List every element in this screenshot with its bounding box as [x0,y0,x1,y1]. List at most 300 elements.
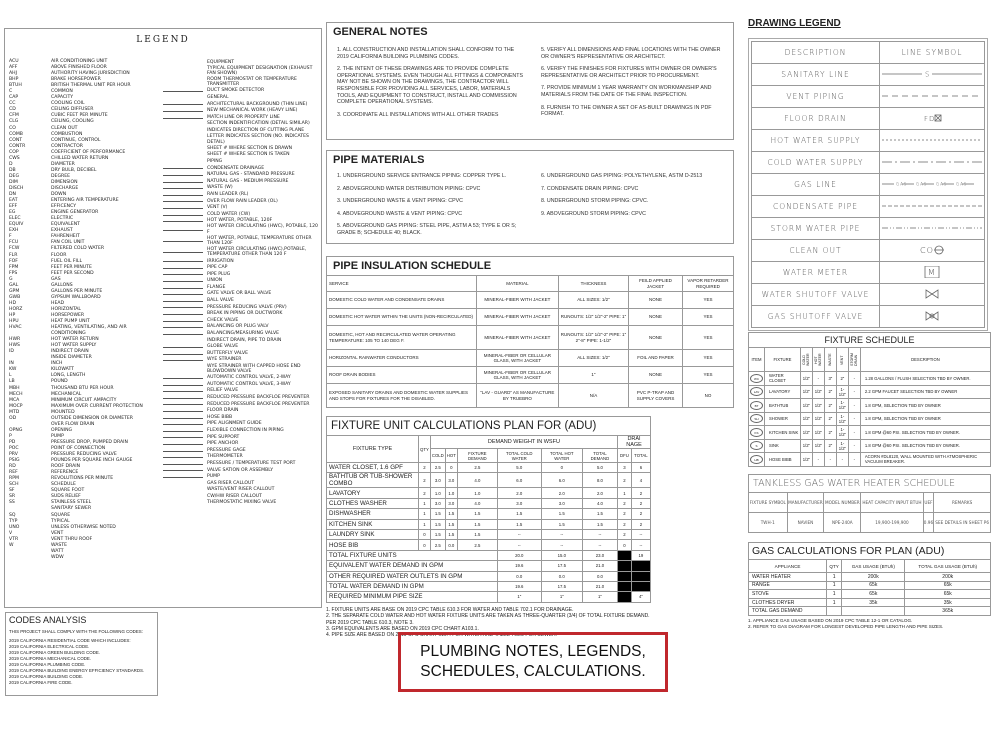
symbol-row [161,487,321,494]
blank-cell [618,550,632,560]
symbol-description: HOT WATER, POTABLE, TEMPERATURE OTHER THAN 120F [207,235,312,247]
symbol-row [161,344,321,351]
footnote: 4. PIPE SIZE ARE BASED ON 2019 CPC CHART 610.4 FOR WATER AND TABLE 703.2 FOR SEWER. [326,632,558,639]
table-cell: - [848,372,860,386]
table-cell: 2 [618,529,632,539]
abbreviation-code: CC [9,101,16,107]
table-cell: 6.0 [541,473,582,488]
symbol-row [161,284,321,291]
m-symbol-icon [880,262,985,284]
codes-title: CODES ANALYSIS [9,615,87,625]
abbreviation-code: COP [9,149,19,155]
symbol-row [161,66,321,77]
pipe-symbol-icon [161,278,207,284]
symbol-description: RELIEF VALVE [207,388,239,394]
symbol-description: HOSE BIBB [207,414,233,420]
table-cell: 1.5 [457,519,497,529]
abbreviation-definition: DRY BULB, DECIBEL [51,167,97,173]
table-cell: 1" [582,592,617,602]
table-cell: NONE [629,292,683,309]
table-cell: 0.96 [923,513,934,533]
symbol-row [161,493,321,500]
table-cell: SINK [765,439,801,453]
table-cell: 1 [618,488,632,498]
pipe-symbol-icon [161,331,207,337]
abbreviation-code: EQUIV [9,222,24,228]
table-cell: STOVE [749,590,827,599]
table-cell: YES [682,350,733,367]
legend-row [752,152,985,174]
symbol-description: RAIN LEADER (RL) [207,191,249,197]
symbol-row [161,205,321,212]
symbol-description: GAS RISER CALLOUT [207,480,255,486]
abbreviation-definition: SANITARY SEWER [51,506,92,512]
legend-row [752,130,985,152]
symbol-description: PUMP [207,474,220,480]
abbreviation-code: OPNG [9,427,23,433]
table-cell: 1.5 [582,519,617,529]
legend-row [752,196,985,218]
abbreviation-definition: SQUARE FOOT [51,488,85,494]
table-cell: KITCHEN SINK [765,426,801,440]
table-cell: 4 [631,473,650,488]
table-cell: 6 [631,463,650,473]
note-item: 7. CONDENSATE DRAIN PIPING: CPVC [541,185,639,192]
fixture-tag-label: WC [750,374,763,383]
abbreviation-definition: MAXIMUM OVER CURRENT PROTECTION [51,403,143,409]
table-cell: -- [631,540,650,550]
abbreviation-definition: PRESSURE DROP, PUMPED DRAIN [51,439,128,445]
svg-text:CO: CO [920,245,934,255]
table-cell: 1.5 [497,509,541,519]
tankless-table [748,492,991,533]
pipe-symbol-icon [161,108,207,114]
symbol-row [161,350,321,357]
symbol-row [161,421,321,428]
table-cell: 2 [631,519,650,529]
fixture-schedule-panel [748,332,991,467]
table-cell: 1.5 [430,529,445,539]
svg-text:GAS: GAS [896,181,908,186]
abbreviation-definition: PRESSURE REDUCING VALVE [51,452,117,458]
table-cell: 19.6 [497,561,541,571]
pipe-symbol-icon [161,434,207,440]
table-row [327,540,651,550]
abbreviation-definition: FILTERED COLD WATER [51,246,105,252]
pipe-symbol-icon [161,487,207,493]
table-cell: ALL SIZES: 1/2" [558,292,628,309]
pipe-symbol-icon [161,454,207,460]
fixture-schedule-table [748,347,991,467]
symbol-row [161,304,321,311]
symbol-description: CONDENSATE DRAINAGE [207,165,265,171]
abbreviation-code: BHP [9,77,19,83]
table-cell: 0 [419,540,431,550]
table-cell: 5.0 [497,463,541,473]
table-cell: 3 [618,463,632,473]
pipe-symbol-icon [161,249,207,255]
abbreviation-definition: INSIDE DIAMETER [51,355,92,361]
total-label: REQUIRED MINIMUM PIPE SIZE [327,592,498,602]
abbreviation-code: HD [9,300,16,306]
symbol-description: TYPICAL EQUIPMENT DESIGNATION (EXHAUST FAN SHOWN) [207,65,313,77]
pipe-symbol-icon [161,415,207,421]
abbreviation-definition: BRITISH THERMAL UNIT PER HOUR [51,83,131,89]
table-cell: 1.0 [430,488,445,498]
fixture-tag-icon [749,399,765,413]
column-header: SERVICE [327,276,477,292]
pipe-symbol-icon [161,441,207,447]
table-cell: 1 [419,519,431,529]
pipe-symbol-icon [161,238,207,244]
table-cell: 1/2" [812,426,824,440]
symbol-row [161,311,321,318]
dashdot-symbol-icon [880,152,985,174]
symbol-description: CW/HW RISER CALLOUT [207,493,262,499]
symbol-row [161,88,321,95]
symbol-row [161,59,321,66]
abbreviation-definition: GYPSUM WALLBOARD [51,294,101,300]
pipe-symbol-icon [161,258,207,264]
demand-header: DEMAND WEIGHT IN WSFU [430,436,617,449]
abbreviation-definition: ENGINE GENERATOR [51,210,99,216]
table-row [749,426,991,440]
abbreviation-code: DN [9,192,16,198]
table-cell: 1/2" [800,439,812,453]
column-header: TOTAL GAS USAGE (BTUh) [905,560,991,573]
column-header: FIXTURE [765,348,801,372]
table-cell: 1.0 [445,488,457,498]
abbreviation-definition: CEILING DIFFUSER [51,107,94,113]
column-header: MANUFACTURER [787,493,824,513]
code-item: 2019 CALIFORNIA ELECTRICAL CODE. [9,644,90,649]
table-cell: 365k [905,607,991,616]
fixture-name: LAUNDRY SINK [327,529,419,539]
abbreviation-definition: VENT THRU ROOF [51,536,93,542]
legend-row [752,262,985,284]
table-cell: 3.0 [497,498,541,508]
legend-description: GAS LINE [752,174,880,196]
abbreviation-code: CONTR [9,143,26,149]
pipe-symbol-icon [161,324,207,330]
symbol-row [161,357,321,364]
table-cell: NONE [629,309,683,326]
svg-text:FD: FD [924,114,936,123]
column-header: VAPOR RETARDER REQUIRED [682,276,733,292]
table-cell: 3" [824,372,836,386]
abbreviation-definition: DIAMETER [51,161,75,167]
note-item: 5. VERIFY ALL DIMENSIONS AND FINAL LOCATIONS WITH THE OWNER OR OWNER'S REPRESENTATIVE OR ARCHITECT. [541,47,721,60]
abbreviation-definition: EFFICENCY [51,204,77,210]
abbreviation-definition: EQUIVALENT [51,222,80,228]
symbol-description: WASTE/VENT RISER CALLOUT [207,487,275,493]
abbreviation-definition: TYPICAL [51,518,70,524]
symbol-row [161,427,321,434]
table-row [749,439,991,453]
header-row [327,436,651,449]
pipe-symbol-icon [161,185,207,191]
footnote: 1. FIXTURE UNITS ARE BASE ON 2019 CPC TABLE 610.3 FOR WATER AND TABLE 702.1 FOR DRAINAGE. [326,606,574,613]
fixture-name: BATHTUB OR TUB-SHOWER COMBO [327,473,419,488]
drawing-legend-title: DRAWING LEGEND [748,18,841,29]
table-cell: 1.0 [457,488,497,498]
table-cell: 3.0 [430,498,445,508]
pipe-symbol-icon [161,159,207,165]
pipe-symbol-icon [161,337,207,343]
note-item: 1. ALL CONSTRUCTION AND INSTALLATION SHALL CONFORM TO THE 2019 CALIFORNIA BUILDING PLUMBING CODES. [337,47,515,60]
abbreviation-definition: SQUARE [51,512,71,518]
abbreviation-list [9,59,159,561]
note-item: 9. ABOVEGROUND STORM PIPING: CPVC [541,210,646,217]
drawing-legend-panel [748,38,988,331]
abbreviation-definition: DISCHARGE [51,185,79,191]
table-cell: 2 [618,473,632,488]
abbreviation-definition: INDIRECT DRAIN [51,349,89,355]
abbreviation-definition: CONTRACTOR [51,143,83,149]
table-cell: 2.0 [582,488,617,498]
abbreviation-definition: INCH [51,361,63,367]
pipe-symbol-icon [161,115,207,121]
abbreviation-code: CAP [9,95,19,101]
fixture-schedule-title: FIXTURE SCHEDULE [748,332,991,347]
abbreviation-definition: AIR CONDITIONING UNIT [51,59,108,64]
note-item: 2. ABOVEGROUND WATER DISTRIBUTION PIPING: CPVC [337,185,481,192]
table-cell: 4" [631,592,650,602]
table-row [327,519,651,529]
abbreviation-definition: POINT OF CONNECTION [51,446,106,451]
symbol-description: SHEET # WHERE SECTION IS TAKEN [207,152,290,158]
tankless-panel [748,474,991,533]
table-cell: 2.2 GPM FAUCET SELECTION TBD BY OWNER [860,385,990,399]
tankless-title: TANKLESS GAS WATER HEATER SCHEDULE [748,474,991,492]
legend-description: HOT WATER SUPPLY [752,130,880,152]
symbol-row [161,414,321,421]
legend-description: SANITARY LINE [752,64,880,86]
code-item: 2019 CALIFORNIA BUILDING CODE. [9,674,84,679]
symbol-description: SHEET # WHERE SECTION IS DRAWN [207,145,293,151]
symbol-description: NEW MECHANICAL WORK (HEAVY LINE) [207,108,298,114]
pipe-symbol-icon [161,395,207,401]
pipe-symbol-icon [161,205,207,211]
table-cell: 1-1/2" [836,385,848,399]
symbol-description: HOT WATER, POTABLE, 120F [207,218,273,224]
table-cell: TOTAL GAS DEMAND [749,607,827,616]
drainage-header: DRAI NAGE [618,436,651,449]
symbol-row [161,265,321,272]
table-cell: 1.5 [541,509,582,519]
table-cell: 19.6 [497,581,541,591]
description-header: DESCRIPTION [752,42,880,64]
table-cell: 1/2" [800,453,812,467]
dash2-symbol-icon [880,196,985,218]
table-cell: HORIZONTAL RAINWATER CONDUCTORS [327,350,477,367]
table-cell: 0 [541,463,582,473]
legend-row [752,306,985,328]
fixture-name: DISHWASHER [327,509,419,519]
column-header: MATERIAL [477,276,559,292]
symbol-row [161,178,321,185]
table-cell: 3.0 [445,498,457,508]
table-cell: 2.0 [541,488,582,498]
abbreviation-definition: HORSEPOWER [51,312,85,318]
table-row [749,385,991,399]
abbreviation-definition: VENT [51,530,64,536]
abbreviation-definition: CEILING, COOLING [51,119,94,125]
abbreviation-code: V [9,530,13,536]
symbol-description: MATCH LINE OR PROPERTY LINE [207,114,280,120]
symbol-row [161,165,321,172]
note-item: 6. VERIFY THE FINISHES FOR FIXTURES WITH OWNER OR OWNER'S REPRESENTATIVE OR ARCHITECT PRIOR TO PROCUREMENT. [541,66,717,79]
table-cell: RUNOUTS: 1/2" 1/2"-2" PIPE: 1" [558,309,628,326]
table-cell: 65k [905,581,991,590]
table-cell: 4.0 [457,498,497,508]
table-cell: 65k [905,590,991,599]
abbreviation-code: COMB [9,131,23,137]
symbol-row [161,114,321,121]
symbol-row [161,394,321,401]
abbreviation-code: DB [9,167,16,173]
symbol-row [161,434,321,441]
abbreviation-code: FCW [9,246,20,252]
svg-text:S: S [925,70,931,78]
abbreviation-definition: GALLONS PER MINUTE [51,288,103,294]
table-cell: 17.5 [541,561,582,571]
abbreviation-code: HPU [9,319,19,325]
pipe-materials-panel [326,150,734,244]
table-cell: 21.0 [582,561,617,571]
pipe-symbol-icon [161,152,207,158]
table-cell: YES [682,309,733,326]
abbreviation-code: RPM [9,476,19,482]
abbreviation-code: VTR [9,536,19,542]
legend-description: VENT PIPING [752,86,880,108]
table-cell: 3.0 [541,498,582,508]
footnote: 2. REFER TO GAS DIAGRAM FOR LONGEST DEVELOPED PIPE LENGTH AND PIPE SIZES. [748,623,944,629]
abbreviation-code: EXH [9,228,19,234]
abbreviation-code: FPM [9,264,19,270]
abbreviation-code: MECH [9,391,23,397]
abbreviation-definition: CLEAN OUT [51,125,78,131]
table-cell: 15.0 [541,550,582,560]
legend-row [752,240,985,262]
table-cell: 2 [419,463,431,473]
table-cell: 1.5 [582,509,617,519]
table-cell: MINERAL-FIBER OR CELLULAR GLASS, WITH JACKET [477,367,559,384]
table-cell: - [836,453,848,467]
symbol-description: NATURAL GAS - STANDARD PRESSURE [207,172,295,178]
table-cell: 1" [558,367,628,384]
table-row [749,607,991,616]
abbreviation-row [9,325,159,337]
abbreviation-code: DIM [9,179,18,185]
abbreviation-definition: ELECTRIC [51,216,74,222]
table-cell: -- [541,529,582,539]
abbreviation-definition: FEET PER MINUTE [51,264,92,270]
abbreviation-code: OD [9,415,17,421]
table-cell: YES [682,326,733,350]
gas-symbol-icon [880,174,985,196]
table-cell: ACORN #DL8120, WALL MOUNTED WITH ATMOSPHERIC VACUUM BREAKER. [860,453,990,467]
symbol-description: FLANGE [207,284,226,290]
codes-analysis-panel [5,612,158,696]
table-row [327,529,651,539]
abbreviation-code: F [9,234,12,240]
table-cell: 1.5 [445,529,457,539]
abbreviation-code: SQ [9,512,16,518]
symbol-row [161,441,321,448]
column-header: DESCRIPTION [860,348,990,372]
table-cell: 2" [824,439,836,453]
legend-panel [4,28,322,608]
table-cell: 1.5 [457,529,497,539]
abbreviation-code: IN [9,361,14,367]
table-row [327,326,734,350]
table-cell: DOMESTIC HOT WATER WITHIN THE UNITS (NON-RECIRCULATED) [327,309,477,326]
note-item: 8. FURNISH TO THE OWNER A SET OF AS-BUILT DRAWINGS IN PDF FORMAT. [541,104,712,118]
table-cell: 0 [618,540,632,550]
fixture-name: CLOTHES WASHER [327,498,419,508]
table-cell [631,571,650,581]
table-cell: 1-1/2" [836,412,848,426]
subheader: TOTAL DEMAND [582,449,617,463]
symbol-description: WASTE (W) [207,185,233,191]
table-cell: 17.5 [541,581,582,591]
column-header: FIXTURE SYMBOL [749,493,788,513]
pipe-symbol-icon [161,375,207,381]
symbol-row [161,298,321,305]
table-cell: - [812,372,824,386]
pipe-symbol-icon [161,79,207,85]
subheader: TOTAL HOT WATER [541,449,582,463]
abbreviation-definition: MINIMUM CIRCUIT AMPACITY [51,397,117,403]
abbreviation-code: PD [9,439,16,445]
table-cell: -- [497,529,541,539]
legend-description: WATER SHUTOFF VALVE [752,284,880,306]
symbol-row [161,454,321,461]
table-cell: 1.5 [497,519,541,529]
blank-cell [618,592,632,602]
abbreviation-code: SCH [9,482,19,488]
code-item: 2019 CALIFORNIA RESIDENTIAL CODE WHICH INCLUDES: [9,638,131,643]
fixture-tag-icon [749,426,765,440]
blank-cell [618,571,632,581]
footnote: 1. APPLIANCE GAS USAGE BASED ON 2019 CPC TABLE 12-1 OR CATALOG. [748,617,913,623]
abbreviation-code: BTUH [9,83,22,89]
table-cell: RANGE [749,581,827,590]
legend-row [752,108,985,130]
svg-text:GAS: GAS [936,181,948,186]
table-row [749,598,991,607]
table-row [327,473,651,488]
symbol-row [161,401,321,408]
pipe-symbol-icon [161,311,207,317]
table-row [749,372,991,386]
subheader: DFU [618,449,632,463]
table-cell: 1" [541,592,582,602]
subheader: TOTAL [631,449,650,463]
abbreviation-definition: MOUNTED [51,409,75,415]
symbol-row [161,500,321,507]
table-cell: 1.8 GPM, SELECTION TBD BY OWNER [860,399,990,413]
table-cell: 0.0 [497,571,541,581]
symbol-description: GATE VALVE OR BALL VALVE [207,291,272,297]
abbreviation-code: C [9,89,13,95]
symbol-description: HOT WATER CIRCULATING (HWC), POTABLE, 120 F [207,224,318,236]
abbreviation-definition: OVER FLOW DRAIN [51,421,95,427]
abbreviation-definition: HORIZONTAL [51,306,81,312]
pipe-symbol-icon [161,401,207,407]
column-header: THICKNESS [558,276,628,292]
